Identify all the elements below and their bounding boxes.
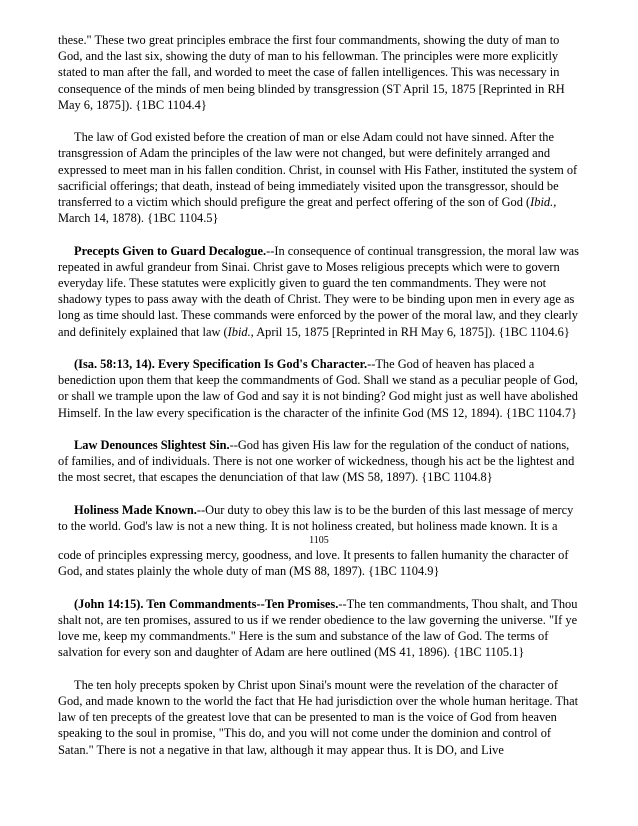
ibid-reference: Ibid., xyxy=(530,195,557,210)
paragraph-1bc-1104-9-continued xyxy=(58,547,580,579)
paragraph-text: --In consequence of continual transgression, the moral law was repeated in awful grandeur from Sinai. Christ gave to Moses religious precepts which were to govern everyday life. These statutes were explicitly given to guard the ten commandments. They were not shadowy types to pass away with the death of Christ. They were to be binding upon men in every age as long as time should last. These commands were enforced by the power of the moral law, and they clearly and definitely explained that law ( xyxy=(58,243,579,339)
paragraph-text-end: March 14, 1878). {1BC 1104.5} xyxy=(58,211,219,226)
ibid-reference: Ibid., xyxy=(227,324,254,339)
paragraph-1bc-1105-1 xyxy=(58,596,580,661)
paragraph-text: --Our duty to obey this law is to be the burden of this last message of mercy to the world. God's law is not a new thing. It is not holiness created, but holiness made known. It is a xyxy=(58,502,574,534)
paragraph-heading: Law Denounces Slightest Sin. xyxy=(74,438,230,453)
paragraph-text: code of principles expressing mercy, goodness, and love. It presents to fallen humanity the character of God, and states plainly the whole duty of man (MS 88, 1897). {1BC 1104.9} xyxy=(58,548,569,579)
paragraph-1bc-1104-8 xyxy=(58,437,580,486)
paragraph-text: --The God of heaven has placed a benediction upon them that keep the commandments of God. Shall we stand as a peculiar people of God, or shall we trample upon the law of God and say it is not binding? God might just as well have abolished Himself. In the law every specification is the character of the infinite God (MS 12, 1894). {1BC 1104.7} xyxy=(58,357,578,420)
paragraph-text: --God has given His law for the regulation of the conduct of nations, of families, and of individuals. There is not one worker of wickedness, though his act be the lightest and the most secret, that escapes the denunciation of that law (MS 58, 1897). {1BC 1104.8} xyxy=(58,438,575,485)
paragraph-1bc-1104-5 xyxy=(58,129,580,226)
paragraph-text-end: April 15, 1875 [Reprinted in RH May 6, 1875]). {1BC 1104.6} xyxy=(253,324,570,339)
paragraph-heading: (Isa. 58:13, 14). Every Specification Is God's Character. xyxy=(74,357,368,372)
paragraph-1bc-1104-9 xyxy=(58,502,580,534)
paragraph-heading: Holiness Made Known. xyxy=(74,502,197,517)
paragraph-text: The law of God existed before the creation of man or else Adam could not have sinned. After the transgression of Adam the principles of the law were not changed, but were definitely arranged and expressed to meet man in his fallen condition. Christ, in counsel with His Father, instituted the system of sacrificial offerings; that death, instead of being immediately visited upon the transgressor, should be transferred to a victim which should prefigure the great and perfect offering of the son of God ( xyxy=(58,130,578,210)
paragraph-1bc-1104-7 xyxy=(58,356,580,421)
paragraph-1bc-1104-4 xyxy=(58,32,580,113)
paragraph-heading: (John 14:15). Ten Commandments--Ten Promises. xyxy=(74,596,339,611)
paragraph-heading: Precepts Given to Guard Decalogue. xyxy=(74,243,267,258)
paragraph-text: --The ten commandments, Thou shalt, and Thou shalt not, are ten promises, assured to us if we render obedience to the law governing the universe. "If ye love me, keep my commandments." Here is the sum and substance of the law of God. The terms of salvation for every son and daughter of Adam are here outlined (MS 41, 1896). {1BC 1105.1} xyxy=(58,596,578,660)
paragraph-text: The ten holy precepts spoken by Christ upon Sinai's mount were the revelation of the character of God, and made known to the world the fact that He had jurisdiction over the whole human heritage. That law of ten precepts of the greatest love that can be presented to man is the voice of God from heaven speaking to the soul in promise, "This do, and you will not come under the dominion and control of Satan." There is not a negative in that law, although it may appear thus. It is DO, and Live xyxy=(58,677,579,757)
paragraph-ten-holy-precepts xyxy=(58,677,580,758)
page-number: 1105 xyxy=(309,535,329,547)
paragraph-1bc-1104-6 xyxy=(58,243,580,340)
paragraph-text: these." These two great principles embrace the first four commandments, showing the duty of man to God, and the last six, showing the duty of man to his fellowman. The principles were more explicitly stated to man after the fall, and worded to meet the case of fallen intelligences. This was necessary in consequence of the minds of men being blinded by transgression (ST April 15, 1875 [Reprinted in RH May 6, 1875]). {1BC 1104.4} xyxy=(58,33,565,112)
